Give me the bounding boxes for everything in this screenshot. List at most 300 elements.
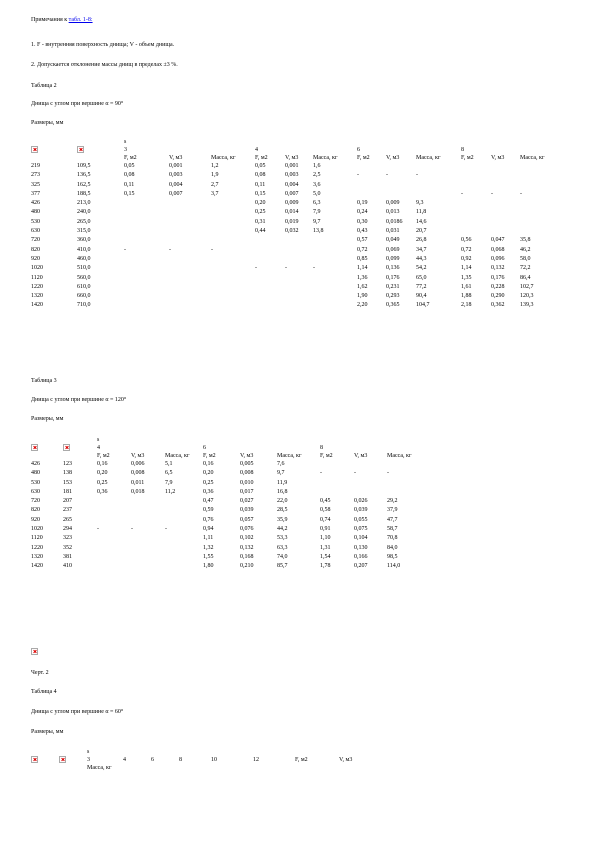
col-header: F, м2 xyxy=(97,453,110,459)
table-cell: 630 xyxy=(31,228,40,235)
table-cell xyxy=(97,534,131,543)
group-header: 4 xyxy=(97,445,100,451)
table-cell: 0,008 xyxy=(131,470,145,477)
broken-image-icon xyxy=(31,648,38,655)
table-cell: 510,0 xyxy=(77,265,91,272)
table-cell: 0,47 xyxy=(203,498,214,505)
table-cell: 139,3 xyxy=(520,302,534,309)
table-cell: 0,104 xyxy=(354,535,368,542)
figure-image xyxy=(31,648,38,655)
table-row xyxy=(31,544,427,553)
table-cell: 1120 xyxy=(31,535,43,542)
table-cell: 265 xyxy=(63,516,72,523)
table-row xyxy=(31,218,560,227)
table-cell xyxy=(169,208,211,217)
broken-image-icon xyxy=(63,444,70,451)
table-cell xyxy=(313,301,357,310)
table-cell xyxy=(124,255,169,264)
table-cell: 7,9 xyxy=(165,479,173,486)
table-cell xyxy=(124,264,169,273)
table-cell xyxy=(165,497,203,506)
column-header-row xyxy=(31,154,560,162)
table-cell: 188,5 xyxy=(77,190,91,197)
table-cell: 610,0 xyxy=(77,283,91,290)
col-header: Масса, кг xyxy=(313,155,338,161)
table-link[interactable]: табл. 1-8: xyxy=(68,17,93,23)
table-cell: 98,5 xyxy=(387,553,398,560)
table-cell: 104,7 xyxy=(416,302,430,309)
table-cell: 480 xyxy=(31,470,40,477)
table-cell xyxy=(211,301,255,310)
table-cell xyxy=(169,274,211,283)
table-cell: 2,20 xyxy=(357,302,368,309)
table-cell: 9,3 xyxy=(416,200,424,207)
table-cell: 0,005 xyxy=(240,461,254,467)
table-cell xyxy=(520,162,560,171)
table-cell: 0,11 xyxy=(124,181,135,188)
table-cell xyxy=(165,506,203,515)
table-cell xyxy=(461,208,491,217)
table-cell xyxy=(491,208,520,217)
table-cell: 325 xyxy=(31,181,40,188)
table-cell: 294 xyxy=(63,526,72,533)
table-cell: 1,54 xyxy=(320,553,331,560)
table-cell: 35,8 xyxy=(520,237,531,244)
table-cell: 1,11 xyxy=(203,535,214,542)
table-cell: 0,16 xyxy=(97,461,108,467)
table-cell xyxy=(387,460,427,469)
table-cell xyxy=(520,227,560,236)
table-cell xyxy=(285,283,313,292)
table-cell: 1,6 xyxy=(313,163,321,169)
table-cell: 0,057 xyxy=(240,516,254,523)
table-cell xyxy=(285,292,313,301)
table-cell: 426 xyxy=(31,461,40,467)
table-row xyxy=(31,562,427,571)
table-cell: 5,0 xyxy=(313,190,321,197)
table-cell xyxy=(211,236,255,245)
group-header: 8 xyxy=(320,445,323,451)
table-cell: 0,166 xyxy=(354,553,368,560)
table-cell: 0,004 xyxy=(169,181,183,188)
group-header: 4 xyxy=(255,147,258,153)
table-cell: 181 xyxy=(63,488,72,495)
table-cell: - xyxy=(461,190,463,197)
table-cell: 0,05 xyxy=(124,163,135,169)
table-cell xyxy=(416,190,461,199)
table-cell: 0,45 xyxy=(320,498,331,505)
table-cell: 0,25 xyxy=(203,479,214,486)
table-cell xyxy=(416,181,461,190)
table-row xyxy=(31,283,560,292)
table-cell: 0,08 xyxy=(124,172,135,179)
table-cell: 123 xyxy=(63,461,72,467)
table-row xyxy=(31,506,427,515)
table-cell: 44,2 xyxy=(277,526,288,533)
table-cell: 0,207 xyxy=(354,563,368,570)
group-header: 6 xyxy=(203,445,206,451)
table-cell: 530 xyxy=(31,479,40,486)
table-cell: 0,15 xyxy=(255,190,266,197)
table-cell: 0,130 xyxy=(354,544,368,551)
table-cell: 0,0186 xyxy=(386,218,403,225)
table-cell: 0,210 xyxy=(240,563,254,570)
table-cell: 6,5 xyxy=(165,470,173,477)
table-cell: 63,3 xyxy=(277,544,288,551)
table-cell: 26,8 xyxy=(416,237,427,244)
table-cell xyxy=(131,544,165,553)
table-cell: 2,18 xyxy=(461,302,472,309)
table-cell xyxy=(416,162,461,171)
table-cell xyxy=(354,460,387,469)
table-cell: 16,8 xyxy=(277,488,288,495)
table-cell: 3,6 xyxy=(313,181,321,188)
table-cell: 0,047 xyxy=(491,237,505,244)
table-cell xyxy=(255,274,285,283)
table-cell xyxy=(124,292,169,301)
table-cell: 0,009 xyxy=(285,200,299,207)
table-row xyxy=(31,227,560,236)
table-cell xyxy=(131,562,165,571)
table-cell: 90,4 xyxy=(416,293,427,300)
table-cell: 630 xyxy=(31,488,40,495)
table-cell: 3,7 xyxy=(211,190,219,197)
table-cell: 0,76 xyxy=(203,516,214,523)
table-cell: 1,61 xyxy=(461,283,472,290)
table-cell xyxy=(386,190,416,199)
table-cell xyxy=(97,506,131,515)
table-cell xyxy=(520,199,560,208)
table-cell xyxy=(387,488,427,497)
table-cell: - xyxy=(131,526,133,533)
col-header: F, м2 xyxy=(357,155,370,161)
table-cell xyxy=(313,246,357,255)
table-cell: 0,075 xyxy=(354,526,368,533)
table-cell: 0,007 xyxy=(169,190,183,197)
table-cell: 20,7 xyxy=(416,228,427,235)
table-cell: - xyxy=(520,190,522,197)
group-header: 3 xyxy=(87,757,90,763)
table-cell xyxy=(169,292,211,301)
table-cell: - xyxy=(165,526,167,533)
table-row xyxy=(31,208,560,217)
table-cell: 0,013 xyxy=(386,209,400,216)
table-cell: 0,009 xyxy=(386,200,400,207)
table-cell xyxy=(520,181,560,190)
table-row xyxy=(31,181,560,190)
table-cell xyxy=(386,181,416,190)
table-cell: 1,78 xyxy=(320,563,331,570)
table-cell: 273 xyxy=(31,172,40,179)
table-cell xyxy=(320,488,354,497)
table-cell: 0,228 xyxy=(491,283,505,290)
figure-caption: Черт. 2 xyxy=(31,670,49,676)
table-cell: 14,6 xyxy=(416,218,427,225)
table-row xyxy=(31,255,560,264)
table-cell: 381 xyxy=(63,553,72,560)
table-cell: 0,027 xyxy=(240,498,254,505)
table-cell xyxy=(124,199,169,208)
table-cell: 28,5 xyxy=(277,507,288,514)
table-cell: - xyxy=(124,246,126,253)
col-header: V, м3 xyxy=(386,155,400,161)
table-cell: 0,362 xyxy=(491,302,505,309)
table-cell: 426 xyxy=(31,200,40,207)
table-cell: 44,3 xyxy=(416,255,427,262)
table-cell: 0,58 xyxy=(320,507,331,514)
table-cell: 0,57 xyxy=(357,237,368,244)
table-cell xyxy=(285,255,313,264)
table-cell: 1420 xyxy=(31,302,43,309)
table3-units: Размеры, мм xyxy=(31,416,64,422)
table-cell xyxy=(461,171,491,180)
table-cell: 114,0 xyxy=(387,563,401,570)
note-heading xyxy=(31,17,93,23)
table-row xyxy=(31,171,560,180)
table-cell: 34,7 xyxy=(416,246,427,253)
table4-caption: Таблица 4 xyxy=(31,689,57,695)
table-cell xyxy=(491,171,520,180)
table-cell: 0,31 xyxy=(255,218,266,225)
table-cell: - xyxy=(255,265,257,272)
table-cell: 1,9 xyxy=(211,172,219,179)
table-row xyxy=(31,292,560,301)
table-cell: 0,365 xyxy=(386,302,400,309)
table-cell xyxy=(169,218,211,227)
table-row xyxy=(31,479,427,488)
table-cell xyxy=(211,274,255,283)
table-cell: 720 xyxy=(31,237,40,244)
table-cell: 0,069 xyxy=(386,246,400,253)
table-cell: 0,20 xyxy=(255,200,266,207)
table-cell: 0,007 xyxy=(285,190,299,197)
table-cell: - xyxy=(416,172,418,179)
table-cell: 265,0 xyxy=(77,218,91,225)
table-cell: 0,85 xyxy=(357,255,368,262)
table-cell: 1020 xyxy=(31,265,43,272)
table-row xyxy=(31,199,560,208)
table-cell xyxy=(131,553,165,562)
table-cell: 22,0 xyxy=(277,498,288,505)
table-cell: 0,010 xyxy=(240,479,254,486)
table-cell: 0,44 xyxy=(255,228,266,235)
table-cell xyxy=(461,162,491,171)
table-cell: 0,20 xyxy=(97,470,108,477)
col-header: Масса, кг xyxy=(520,155,545,161)
table-cell: 1,62 xyxy=(357,283,368,290)
table-cell: 660,0 xyxy=(77,293,91,300)
table-cell: 35,9 xyxy=(277,516,288,523)
table-cell: 0,004 xyxy=(285,181,299,188)
table-cell xyxy=(165,534,203,543)
table-cell xyxy=(461,181,491,190)
table3-caption: Таблица 3 xyxy=(31,378,57,384)
table-cell: 410,0 xyxy=(77,246,91,253)
table-cell xyxy=(285,236,313,245)
table-cell: 0,076 xyxy=(240,526,254,533)
table-cell: 47,7 xyxy=(387,516,398,523)
table-row xyxy=(31,469,427,478)
table-cell: - xyxy=(357,172,359,179)
table-cell xyxy=(165,516,203,525)
table-cell: 13,8 xyxy=(313,228,324,235)
broken-image-icon xyxy=(77,146,84,153)
table-cell xyxy=(165,553,203,562)
table-cell: 0,099 xyxy=(386,255,400,262)
table-cell xyxy=(255,292,285,301)
table-cell: 0,56 xyxy=(461,237,472,244)
table-cell: 207 xyxy=(63,498,72,505)
table-cell: 0,36 xyxy=(97,488,108,495)
table-row xyxy=(31,460,427,469)
table-cell: 1,14 xyxy=(461,265,472,272)
table-cell: 29,2 xyxy=(387,498,398,505)
table-cell: 74,0 xyxy=(277,553,288,560)
table-cell: 1220 xyxy=(31,283,43,290)
table-cell xyxy=(255,255,285,264)
table-cell xyxy=(169,283,211,292)
table-cell: 0,017 xyxy=(240,488,254,495)
col-header: V, м3 xyxy=(240,453,254,459)
table-cell: 820 xyxy=(31,246,40,253)
table4 xyxy=(31,748,379,772)
table-cell: 0,055 xyxy=(354,516,368,523)
table-cell: 0,032 xyxy=(285,228,299,235)
table-cell: 480 xyxy=(31,209,40,216)
table-cell: 0,176 xyxy=(386,274,400,281)
table-cell xyxy=(491,218,520,227)
table-cell xyxy=(124,301,169,310)
column-header-row xyxy=(31,452,427,460)
table-cell xyxy=(211,218,255,227)
table-cell: 77,2 xyxy=(416,283,427,290)
table-cell: 5,1 xyxy=(165,461,173,467)
group-header: 8 xyxy=(179,757,182,763)
table-cell xyxy=(285,246,313,255)
table-cell xyxy=(124,283,169,292)
table-cell: 213,0 xyxy=(77,200,91,207)
table-cell: 0,293 xyxy=(386,293,400,300)
table-cell: - xyxy=(491,190,493,197)
table-cell xyxy=(165,544,203,553)
table-cell: 0,031 xyxy=(386,228,400,235)
table-cell xyxy=(169,264,211,273)
table-cell xyxy=(357,190,386,199)
table-cell: 1320 xyxy=(31,293,43,300)
table-cell: 720 xyxy=(31,498,40,505)
table-cell xyxy=(461,199,491,208)
table-cell: 0,19 xyxy=(357,200,368,207)
table-cell: 0,039 xyxy=(240,507,254,514)
table-cell: 37,9 xyxy=(387,507,398,514)
table-cell: 0,25 xyxy=(97,479,108,486)
note-1: 1. F - внутренняя поверхность днища; V - объем днища. xyxy=(31,42,175,48)
table-cell: 360,0 xyxy=(77,237,91,244)
table-cell: 0,231 xyxy=(386,283,400,290)
col-header: Масса, кг xyxy=(87,765,112,771)
table-cell xyxy=(131,516,165,525)
table-cell: 1,32 xyxy=(203,544,214,551)
table-cell xyxy=(520,218,560,227)
group-header: 4 xyxy=(123,757,126,763)
table-cell: 2,7 xyxy=(211,181,219,188)
table-cell xyxy=(97,553,131,562)
table-cell: 72,2 xyxy=(520,265,531,272)
table-cell: 7,9 xyxy=(313,209,321,216)
table-cell xyxy=(97,497,131,506)
table-cell xyxy=(520,208,560,217)
col-header: F, м2 xyxy=(255,155,268,161)
table-cell xyxy=(386,162,416,171)
table-row xyxy=(31,274,560,283)
table-cell: 237 xyxy=(63,507,72,514)
table-cell: 85,7 xyxy=(277,563,288,570)
table-cell: - xyxy=(354,470,356,477)
table-cell xyxy=(313,283,357,292)
table-cell: 162,5 xyxy=(77,181,91,188)
table-cell xyxy=(165,562,203,571)
table-cell xyxy=(491,227,520,236)
table-cell: 0,003 xyxy=(285,172,299,179)
table-cell: 0,176 xyxy=(491,274,505,281)
table-cell: 120,3 xyxy=(520,293,534,300)
table-cell: 0,011 xyxy=(131,479,145,486)
table-cell xyxy=(255,236,285,245)
table-cell xyxy=(461,227,491,236)
table-cell: 0,25 xyxy=(255,209,266,216)
group-header: 3 xyxy=(124,147,127,153)
table-cell: 0,16 xyxy=(203,461,214,467)
table-cell xyxy=(313,236,357,245)
table-cell xyxy=(320,460,354,469)
table-cell xyxy=(387,479,427,488)
col-header: V, м3 xyxy=(339,757,353,763)
col-header: V, м3 xyxy=(354,453,368,459)
group-header: 8 xyxy=(461,147,464,153)
table-row xyxy=(31,488,427,497)
col-header: F, м2 xyxy=(203,453,216,459)
table-cell: 0,019 xyxy=(285,218,299,225)
table-cell: 84,0 xyxy=(387,544,398,551)
table-cell: 70,8 xyxy=(387,535,398,542)
table-cell: 560,0 xyxy=(77,274,91,281)
table-cell: 240,0 xyxy=(77,209,91,216)
table-cell xyxy=(491,162,520,171)
table-row xyxy=(31,516,427,525)
table-cell: 710,0 xyxy=(77,302,91,309)
table-cell: 0,94 xyxy=(203,526,214,533)
table-cell: 1220 xyxy=(31,544,43,551)
table-cell: - xyxy=(387,470,389,477)
table-cell xyxy=(491,181,520,190)
table-cell: 1,10 xyxy=(320,535,331,542)
table-cell: 53,3 xyxy=(277,535,288,542)
table2 xyxy=(31,138,560,311)
table-cell: 9,7 xyxy=(313,218,321,225)
table-cell: 0,59 xyxy=(203,507,214,514)
table-cell: 920 xyxy=(31,516,40,523)
table-cell xyxy=(520,171,560,180)
table-cell xyxy=(211,227,255,236)
table-cell: - xyxy=(313,265,315,272)
table-cell: 0,72 xyxy=(461,246,472,253)
table-cell: - xyxy=(386,172,388,179)
table-cell xyxy=(491,199,520,208)
table-cell xyxy=(461,218,491,227)
col-header: Масса, кг xyxy=(277,453,302,459)
table-row xyxy=(31,301,560,310)
table-cell: 1,80 xyxy=(203,563,214,570)
